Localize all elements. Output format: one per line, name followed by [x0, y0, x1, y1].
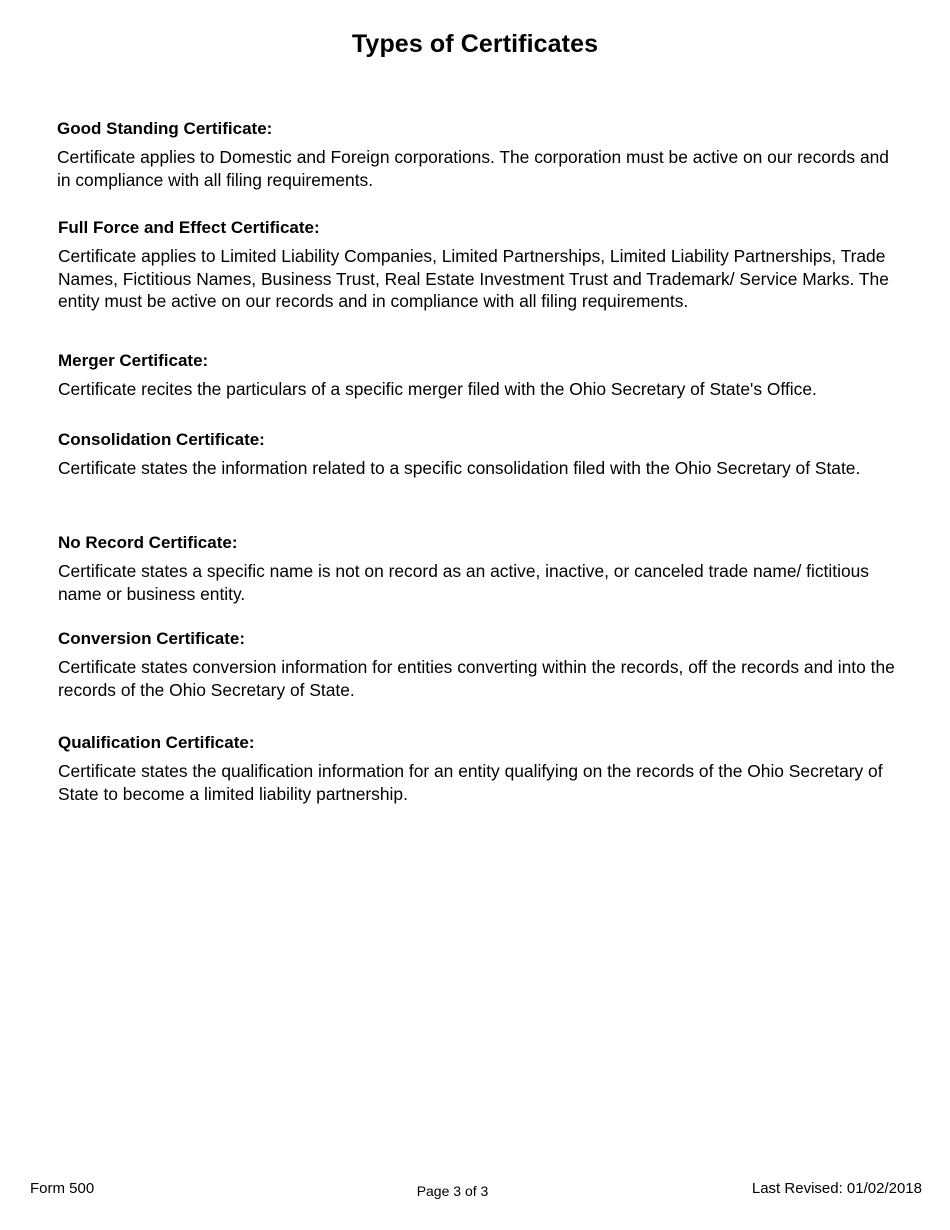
page-title: Types of Certificates — [351, 30, 599, 58]
page-number: Page 3 of 3 — [416, 1183, 489, 1199]
section-text: Certificate states conversion information for entities converting within the records, off the records and into the records of the Ohio Secretary of State. — [58, 657, 895, 700]
section-conversion — [58, 628, 908, 701]
section-no-record — [58, 532, 908, 605]
form-number: Form 500 — [30, 1180, 95, 1197]
section-qualification — [58, 732, 908, 805]
section-text: Certificate states the information related to a specific consolidation filed with the Ohio Secretary of State. — [58, 458, 861, 478]
section-heading: Good Standing Certificate: — [57, 119, 273, 138]
section-heading: Consolidation Certificate: — [58, 430, 265, 449]
section-heading: Conversion Certificate: — [58, 629, 246, 648]
last-revised: Last Revised: 01/02/2018 — [751, 1180, 922, 1197]
section-text: Certificate recites the particulars of a specific merger filed with the Ohio Secretary of State's Office. — [58, 379, 817, 399]
section-heading: Qualification Certificate: — [58, 733, 255, 752]
section-heading: Full Force and Effect Certificate: — [58, 218, 320, 237]
section-merger — [58, 350, 908, 401]
section-text: Certificate states a specific name is not on record as an active, inactive, or canceled trade name/ fictitious name or business entity. — [58, 561, 869, 604]
section-text: Certificate applies to Domestic and Foreign corporations. The corporation must be active on our records and in compliance with all filing requirements. — [57, 147, 889, 190]
section-text: Certificate applies to Limited Liability Companies, Limited Partnerships, Limited Liability Partnerships, Trade Names, Fictitious Names, Business Trust, Real Estate Investment Trust and Trademark/ Service Marks. The entity must be active on our records and in compliance with all filing requirements. — [58, 246, 889, 311]
section-heading: Merger Certificate: — [58, 351, 209, 370]
section-consolidation — [58, 429, 908, 480]
section-text: Certificate states the qualification information for an entity qualifying on the records of the Ohio Secretary of State to become a limited liability partnership. — [58, 761, 883, 804]
section-good-standing — [57, 118, 907, 191]
section-full-force — [58, 217, 908, 313]
section-heading: No Record Certificate: — [58, 533, 238, 552]
